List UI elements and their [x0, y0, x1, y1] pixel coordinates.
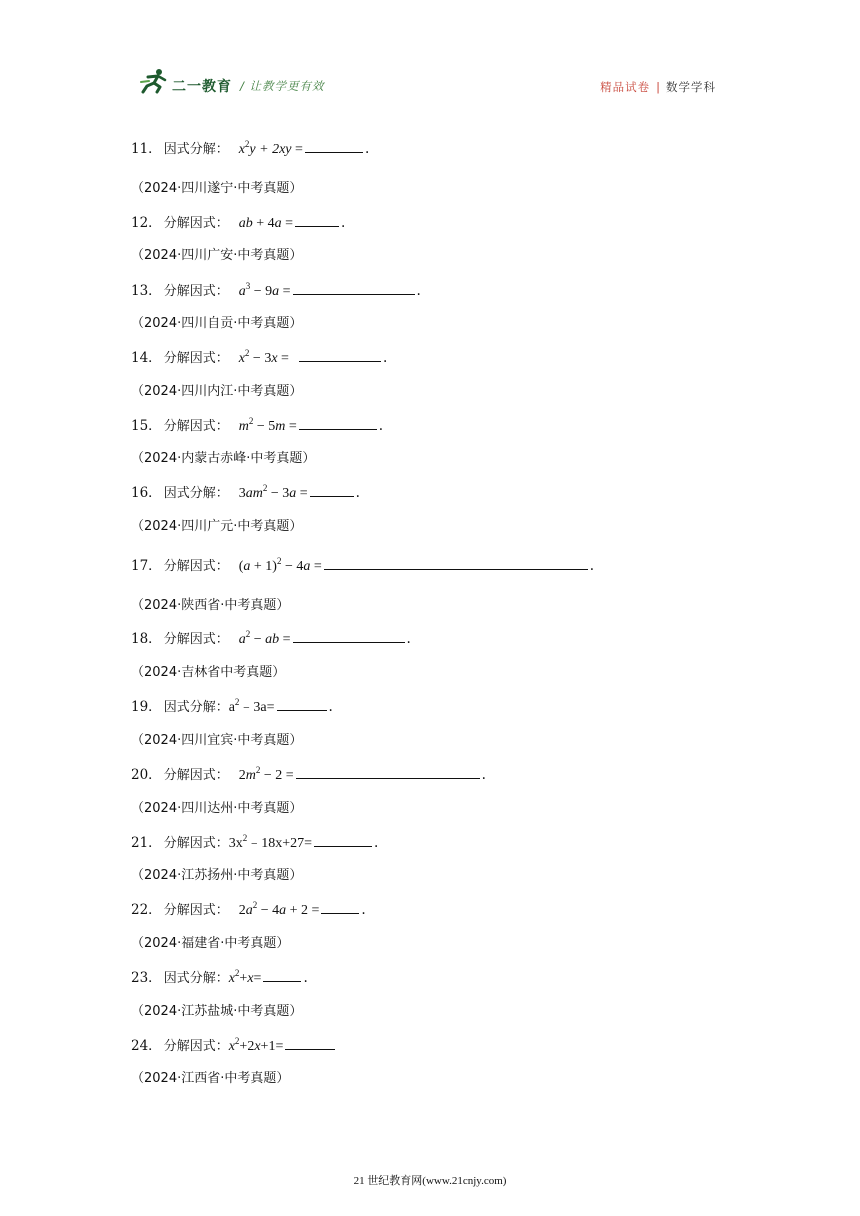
logo-text: 二一教育 — [172, 79, 232, 95]
question-source: （2024·四川达州·中考真题） — [131, 801, 303, 816]
question-source: （2024·四川宜宾·中考真题） — [131, 733, 303, 748]
answer-blank[interactable] — [299, 417, 377, 430]
running-figure-logo-icon — [140, 68, 170, 94]
question-source: （2024·四川自贡·中考真题） — [131, 316, 303, 331]
question-label: 分解因式： — [163, 559, 229, 574]
question-21: 21． 分解因式： $3x^2﹣18x+27=$ . — [131, 833, 379, 851]
question-source: （2024·江苏扬州·中考真题） — [131, 868, 303, 883]
answer-blank[interactable] — [296, 766, 480, 779]
math-expression: $a^2$ − ab = — [238, 629, 291, 647]
answer-blank[interactable] — [299, 349, 381, 362]
question-label: 因式分解： — [163, 486, 229, 501]
answer-blank[interactable] — [324, 557, 588, 570]
page-header — [0, 0, 860, 110]
question-number: 15． — [131, 418, 162, 434]
answer-blank[interactable] — [293, 282, 415, 295]
question-label: 分解因式： — [163, 216, 229, 231]
question-number: 19． — [131, 699, 162, 715]
question-number: 20． — [131, 767, 162, 783]
brand-tag: 精品试卷 — [600, 80, 651, 94]
question-number: 13． — [131, 283, 162, 299]
math-expression: $x^2+x=$ — [228, 968, 262, 986]
question-number: 24． — [131, 1038, 162, 1054]
math-expression: $x^2y + 2xy$ = — [238, 139, 303, 157]
math-expression: $a^3 - 9a$ = — [238, 281, 291, 299]
answer-blank[interactable] — [310, 484, 354, 497]
math-expression: $2a^2 - 4a + 2$ = — [238, 900, 320, 918]
question-number: 16． — [131, 485, 162, 501]
answer-blank[interactable] — [295, 214, 339, 227]
question-label: 分解因式： — [163, 632, 229, 647]
question-source: （2024·四川遂宁·中考真题） — [131, 181, 303, 196]
answer-blank[interactable] — [293, 630, 405, 643]
math-expression: $m^2 - 5m$ = — [238, 416, 297, 434]
question-label: 分解因式： — [163, 419, 229, 434]
question-23: 23． 因式分解： $x^2+x=$ . — [131, 968, 308, 986]
answer-blank[interactable] — [321, 901, 359, 914]
slogan: / 让教学更有效 — [240, 79, 325, 93]
question-11: 11． 因式分解： $x^2y + 2xy$ = . — [131, 139, 370, 157]
question-16: 16． 因式分解： $3am^2 - 3a$ = . — [131, 483, 360, 501]
question-source: （2024·江苏盐城·中考真题） — [131, 1004, 303, 1019]
question-number: 17． — [131, 558, 162, 574]
answer-blank[interactable] — [277, 698, 327, 711]
question-source: （2024·福建省·中考真题） — [131, 936, 290, 951]
question-number: 11． — [131, 141, 162, 157]
answer-blank[interactable] — [314, 834, 372, 847]
math-expression: $3am^2 - 3a$ = — [238, 483, 308, 501]
question-label: 分解因式： — [163, 768, 229, 783]
question-15: 15． 分解因式： $m^2 - 5m$ = . — [131, 416, 384, 434]
header-separator: | — [656, 80, 660, 94]
question-14: 14． 分解因式： $x^2 - 3x$ = . — [131, 348, 388, 366]
math-expression: $3x^2﹣18x+27=$ — [228, 833, 312, 851]
question-number: 12． — [131, 215, 162, 231]
math-expression: $(a + 1)^2 - 4a$ = — [238, 556, 322, 574]
question-22: 22． 分解因式： $2a^2 - 4a + 2$ = . — [131, 900, 366, 918]
header-tags — [600, 79, 716, 95]
question-13: 13． 分解因式： $a^3 - 9a$ = . — [131, 281, 421, 299]
question-19: 19． 因式分解： $a^2﹣3a=$ . — [131, 697, 333, 715]
answer-blank[interactable] — [263, 969, 301, 982]
answer-blank[interactable] — [285, 1037, 335, 1050]
question-label: 因式分解： — [163, 700, 229, 715]
math-expression: ab + 4a = — [238, 216, 294, 231]
question-source: （2024·四川广元·中考真题） — [131, 519, 303, 534]
question-label: 因式分解： — [163, 971, 229, 986]
question-label: 分解因式： — [163, 351, 229, 366]
question-label: 分解因式： — [163, 284, 229, 299]
question-source: （2024·吉林省中考真题） — [131, 665, 286, 680]
question-label: 分解因式： — [163, 836, 229, 851]
question-number: 21． — [131, 835, 162, 851]
math-expression: $x^2 - 3x$ = — [238, 348, 289, 366]
question-number: 22． — [131, 902, 162, 918]
question-source: （2024·陕西省·中考真题） — [131, 598, 290, 613]
question-12: 12． 分解因式： ab + 4a = . — [131, 211, 345, 232]
page-footer: 21 世纪教育网(www.21cnjy.com) — [353, 1175, 507, 1187]
question-17: 17． 分解因式： $(a + 1)^2 - 4a$ = . — [131, 556, 595, 574]
subject-tag: 数学学科 — [666, 80, 716, 94]
question-number: 23． — [131, 970, 162, 986]
math-expression: $a^2﹣3a=$ — [228, 697, 275, 715]
question-source: （2024·四川内江·中考真题） — [131, 384, 303, 399]
question-number: 14． — [131, 350, 162, 366]
question-source: （2024·四川广安·中考真题） — [131, 248, 303, 263]
question-24 — [131, 1034, 337, 1055]
answer-blank[interactable] — [305, 140, 363, 153]
question-source: （2024·内蒙古赤峰·中考真题） — [131, 451, 316, 466]
question-label: 因式分解： — [163, 142, 229, 157]
question-label: 分解因式： — [163, 903, 229, 918]
math-expression: $2m^2 - 2$ = — [238, 765, 294, 783]
math-expression: $x^2+2x+1=$ — [228, 1036, 284, 1054]
question-number: 18． — [131, 631, 162, 647]
question-20: 20． 分解因式： $2m^2 - 2$ = . — [131, 765, 486, 783]
question-source: （2024·江西省·中考真题） — [131, 1071, 290, 1086]
question-18: 18． 分解因式： $a^2$ − ab = . — [131, 629, 411, 647]
question-label: 分解因式： — [163, 1039, 229, 1054]
